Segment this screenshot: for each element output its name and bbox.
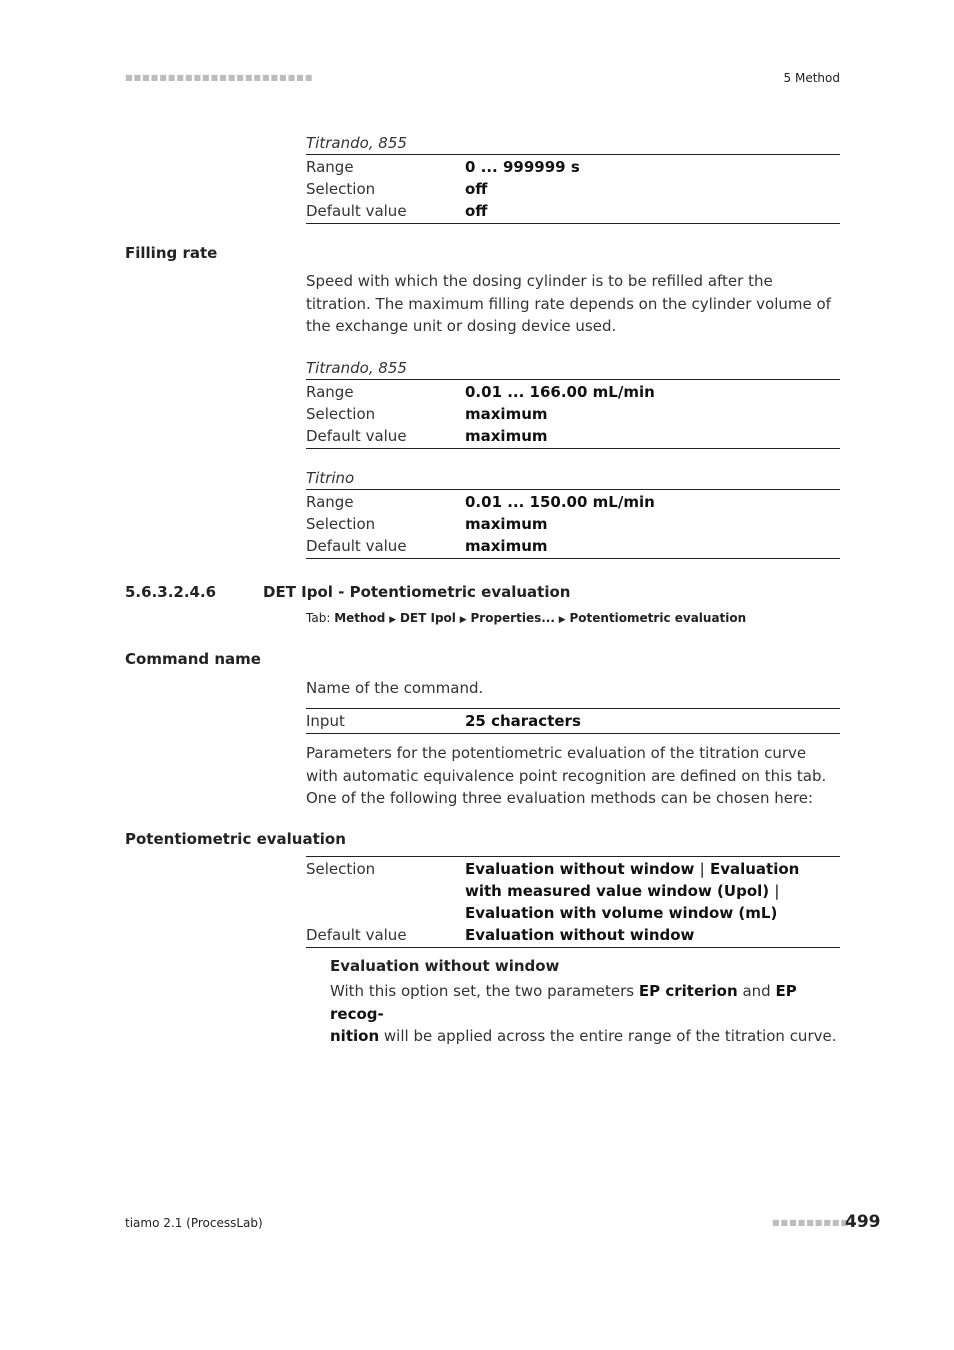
arrow-right-icon: ▶ <box>558 615 566 625</box>
param-table-titrando-filling <box>306 357 840 449</box>
table-row: Range 0.01 ... 166.00 mL/min <box>306 383 655 401</box>
table-row: Default value off <box>306 202 488 220</box>
param-table-command-input <box>306 708 840 734</box>
table-row: Selection Evaluation without window | Evaluation with measured value window (Upol) | Evaluation with volume window (mL) <box>306 860 800 922</box>
arrow-right-icon: ▶ <box>459 615 467 625</box>
table-row: Selection off <box>306 180 488 198</box>
section-number: 5.6.3.2.4.6 <box>125 583 217 601</box>
header-decoration: ■■■■■■■■■■■■■■■■■■■■■■ <box>125 73 314 82</box>
param-table-evaluation <box>306 856 840 948</box>
evaluation-intro: Parameters for the potentiometric evaluation of the titration curve with automatic equivalence point recognition are defined on this tab. One of the following three evaluation methods can be chosen here: <box>306 744 827 807</box>
table-caption: Titrando, 855 <box>306 134 407 152</box>
option-description: With this option set, the two parameters EP criterion and EP recog- nition will be applied across the entire range of the titration curve. <box>330 982 837 1045</box>
command-name-description: Name of the command. <box>306 679 484 697</box>
filling-rate-description: Speed with which the dosing cylinder is to be refilled after the titration. The maximum filling rate depends on the cylinder volume of the exchange unit or dosing device used. <box>306 272 831 335</box>
param-table-titrino-filling <box>306 467 840 559</box>
footer-decoration: ■■■■■■■■■ <box>772 1218 850 1227</box>
table-row: Default value Evaluation without window <box>306 926 695 944</box>
section-title: DET Ipol - Potentiometric evaluation <box>263 583 571 601</box>
footer-product: tiamo 2.1 (ProcessLab) <box>125 1216 263 1230</box>
arrow-right-icon: ▶ <box>389 615 397 625</box>
table-row: Selection maximum <box>306 405 548 423</box>
table-caption: Titrando, 855 <box>306 359 407 377</box>
page-number: 499 <box>845 1212 881 1232</box>
tab-breadcrumb: Tab: Method ▶ DET Ipol ▶ Properties... ▶ Potentiometric evaluation <box>306 611 747 625</box>
command-name-label: Command name <box>125 650 261 668</box>
option-title: Evaluation without window <box>330 957 560 975</box>
table-row: Default value maximum <box>306 537 548 555</box>
table-caption: Titrino <box>306 469 355 487</box>
table-row: Selection maximum <box>306 515 548 533</box>
table-row: Input 25 characters <box>306 712 581 730</box>
table-row: Default value maximum <box>306 427 548 445</box>
chapter-title: 5 Method <box>783 71 840 85</box>
filling-rate-label: Filling rate <box>125 244 218 262</box>
table-row: Range 0.01 ... 150.00 mL/min <box>306 493 655 511</box>
param-table-titrando-time <box>306 132 840 224</box>
potentiometric-evaluation-label: Potentiometric evaluation <box>125 830 346 848</box>
table-row: Range 0 ... 999999 s <box>306 158 580 176</box>
